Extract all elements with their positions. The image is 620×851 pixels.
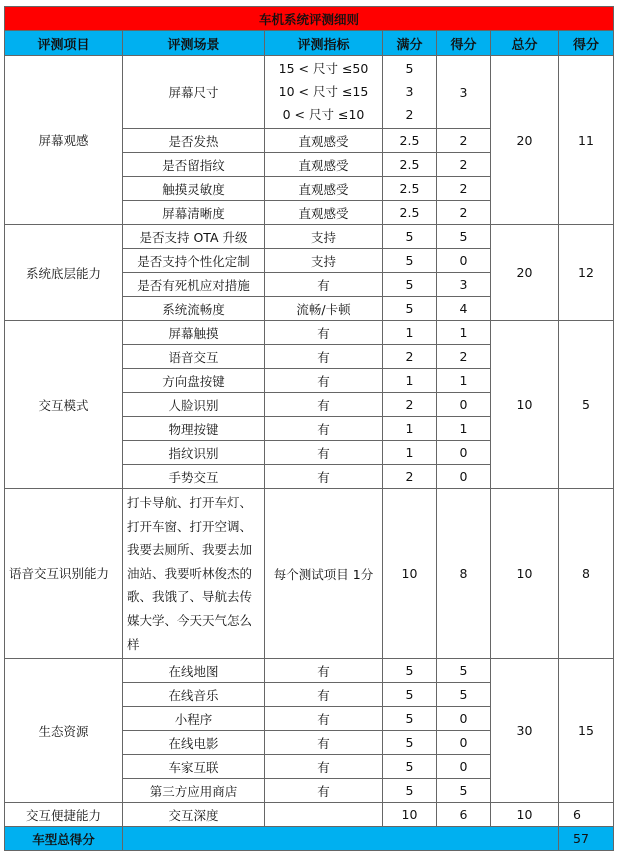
size-full: 3 xyxy=(405,83,414,99)
full-cell: 2 xyxy=(383,465,437,489)
score-cell: 0 xyxy=(437,755,491,779)
full-cell: 5 xyxy=(383,249,437,273)
size-range: 10 < 尺寸 ≤15 xyxy=(278,83,369,99)
header-metric: 评测指标 xyxy=(265,31,383,56)
total-row xyxy=(5,827,614,851)
score-cell: 8 xyxy=(437,489,491,659)
scene-cell: 是否支持 OTA 升级 xyxy=(123,225,265,249)
score-cell: 6 xyxy=(437,803,491,827)
metric-cell: 有 xyxy=(265,659,383,683)
table-row xyxy=(5,659,614,683)
group-total: 10 xyxy=(491,321,559,489)
score-cell: 5 xyxy=(437,225,491,249)
full-cell: 5 xyxy=(383,225,437,249)
total-label: 车型总得分 xyxy=(5,827,123,851)
group-score: 12 xyxy=(559,225,614,321)
score-cell: 0 xyxy=(437,731,491,755)
full-cell: 1 xyxy=(383,417,437,441)
evaluation-table xyxy=(4,6,614,851)
group-interaction: 交互模式 xyxy=(5,321,123,489)
metric-cell xyxy=(265,803,383,827)
size-range: 0 < 尺寸 ≤10 xyxy=(282,107,365,123)
metric-cell: 有 xyxy=(265,755,383,779)
full-cell: 5 xyxy=(383,779,437,803)
full-cell: 10 xyxy=(383,803,437,827)
metric-cell: 有 xyxy=(265,393,383,417)
score-cell: 1 xyxy=(437,369,491,393)
group-total: 10 xyxy=(491,803,559,827)
group-total: 20 xyxy=(491,225,559,321)
group-score: 6 xyxy=(559,803,614,827)
score-cell: 1 xyxy=(437,417,491,441)
scene-cell: 交互深度 xyxy=(123,803,265,827)
score-cell: 5 xyxy=(437,779,491,803)
metric-cell: 有 xyxy=(265,779,383,803)
group-total: 30 xyxy=(491,659,559,803)
full-cell: 2 xyxy=(383,345,437,369)
metric-cell: 有 xyxy=(265,465,383,489)
table-row xyxy=(5,489,614,659)
scene-cell: 车家互联 xyxy=(123,755,265,779)
scene-cell: 在线音乐 xyxy=(123,683,265,707)
group-voice: 语音交互识别能力 xyxy=(5,489,123,659)
full-cell: 1 xyxy=(383,441,437,465)
score-cell: 2 xyxy=(437,201,491,225)
scene-cell: 是否支持个性化定制 xyxy=(123,249,265,273)
total-value: 57 xyxy=(559,827,614,851)
score-cell: 5 xyxy=(437,659,491,683)
scene-cell: 系统流畅度 xyxy=(123,297,265,321)
score-cell: 3 xyxy=(437,273,491,297)
score-cell: 3 xyxy=(437,56,491,129)
scene-cell: 第三方应用商店 xyxy=(123,779,265,803)
size-full: 2 xyxy=(405,107,414,123)
scene-cell: 人脸识别 xyxy=(123,393,265,417)
full-cell xyxy=(383,56,437,129)
full-cell: 5 xyxy=(383,659,437,683)
metric-cell: 支持 xyxy=(265,225,383,249)
metric-cell: 有 xyxy=(265,731,383,755)
size-full: 5 xyxy=(405,60,414,76)
group-score: 5 xyxy=(559,321,614,489)
metric-cell: 有 xyxy=(265,273,383,297)
score-cell: 5 xyxy=(437,683,491,707)
metric-cell: 有 xyxy=(265,369,383,393)
metric-cell xyxy=(265,56,383,129)
metric-cell: 支持 xyxy=(265,249,383,273)
metric-cell: 有 xyxy=(265,321,383,345)
scene-cell: 指纹识别 xyxy=(123,441,265,465)
metric-cell: 有 xyxy=(265,345,383,369)
total-spacer xyxy=(123,827,559,851)
scene-cell: 是否发热 xyxy=(123,129,265,153)
scene-cell: 屏幕尺寸 xyxy=(123,56,265,129)
header-scene: 评测场景 xyxy=(123,31,265,56)
full-cell: 5 xyxy=(383,297,437,321)
metric-cell: 有 xyxy=(265,707,383,731)
score-cell: 2 xyxy=(437,153,491,177)
scene-cell: 是否留指纹 xyxy=(123,153,265,177)
scene-cell: 手势交互 xyxy=(123,465,265,489)
full-cell: 5 xyxy=(383,731,437,755)
header-row xyxy=(5,31,614,56)
full-cell: 2.5 xyxy=(383,129,437,153)
table-row xyxy=(5,803,614,827)
group-screen: 屏幕观感 xyxy=(5,56,123,225)
scene-cell: 方向盘按键 xyxy=(123,369,265,393)
score-cell: 0 xyxy=(437,441,491,465)
header-total: 总分 xyxy=(491,31,559,56)
table-row xyxy=(5,56,614,129)
metric-cell: 有 xyxy=(265,417,383,441)
score-cell: 0 xyxy=(437,707,491,731)
metric-cell: 直观感受 xyxy=(265,129,383,153)
group-ecosystem: 生态资源 xyxy=(5,659,123,803)
table-row xyxy=(5,321,614,345)
size-range: 15 < 尺寸 ≤50 xyxy=(278,60,369,76)
metric-cell: 有 xyxy=(265,683,383,707)
scene-cell: 屏幕清晰度 xyxy=(123,201,265,225)
full-cell: 2.5 xyxy=(383,153,437,177)
header-total-score: 得分 xyxy=(559,31,614,56)
scene-cell: 小程序 xyxy=(123,707,265,731)
full-cell: 1 xyxy=(383,321,437,345)
metric-cell: 直观感受 xyxy=(265,177,383,201)
score-cell: 0 xyxy=(437,393,491,417)
header-item: 评测项目 xyxy=(5,31,123,56)
metric-cell: 直观感受 xyxy=(265,153,383,177)
scene-cell: 触摸灵敏度 xyxy=(123,177,265,201)
group-score: 11 xyxy=(559,56,614,225)
score-cell: 2 xyxy=(437,177,491,201)
scene-cell: 打卡导航、打开车灯、打开车窗、打开空调、我要去厕所、我要去加油站、我要听林俊杰的歌、我饿了、导航去传媒大学、今天天气怎么样 xyxy=(123,489,265,659)
full-cell: 2.5 xyxy=(383,201,437,225)
group-system: 系统底层能力 xyxy=(5,225,123,321)
full-cell: 5 xyxy=(383,273,437,297)
metric-cell: 直观感受 xyxy=(265,201,383,225)
scene-cell: 在线地图 xyxy=(123,659,265,683)
score-cell: 2 xyxy=(437,345,491,369)
metric-cell: 有 xyxy=(265,441,383,465)
full-cell: 5 xyxy=(383,683,437,707)
metric-cell: 流畅/卡顿 xyxy=(265,297,383,321)
group-total: 20 xyxy=(491,56,559,225)
table-row xyxy=(5,225,614,249)
scene-cell: 屏幕触摸 xyxy=(123,321,265,345)
full-cell: 1 xyxy=(383,369,437,393)
scene-cell: 物理按键 xyxy=(123,417,265,441)
score-cell: 0 xyxy=(437,465,491,489)
score-cell: 4 xyxy=(437,297,491,321)
full-cell: 5 xyxy=(383,707,437,731)
full-cell: 2.5 xyxy=(383,177,437,201)
header-full: 满分 xyxy=(383,31,437,56)
full-cell: 10 xyxy=(383,489,437,659)
scene-cell: 是否有死机应对措施 xyxy=(123,273,265,297)
scene-cell: 语音交互 xyxy=(123,345,265,369)
score-cell: 2 xyxy=(437,129,491,153)
score-cell: 0 xyxy=(437,249,491,273)
table-title: 车机系统评测细则 xyxy=(5,7,614,31)
scene-cell: 在线电影 xyxy=(123,731,265,755)
score-cell: 1 xyxy=(437,321,491,345)
group-score: 15 xyxy=(559,659,614,803)
group-score: 8 xyxy=(559,489,614,659)
header-score: 得分 xyxy=(437,31,491,56)
group-total: 10 xyxy=(491,489,559,659)
metric-cell: 每个测试项目 1分 xyxy=(265,489,383,659)
full-cell: 5 xyxy=(383,755,437,779)
full-cell: 2 xyxy=(383,393,437,417)
group-convenience: 交互便捷能力 xyxy=(5,803,123,827)
